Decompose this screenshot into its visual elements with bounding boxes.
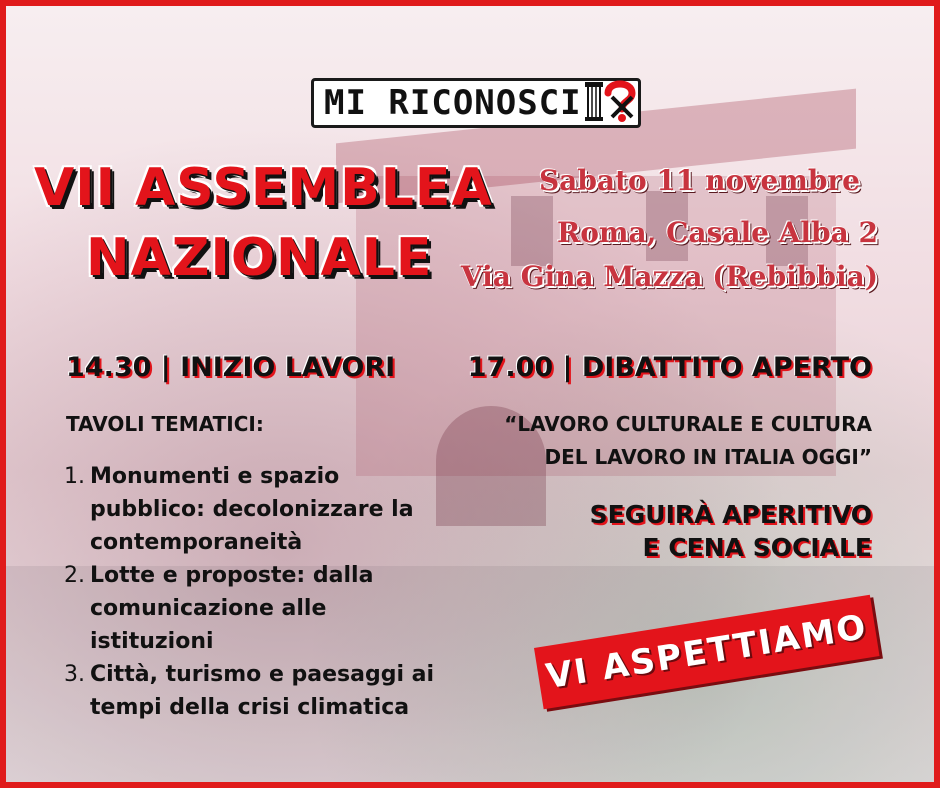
column-question-mark-icon <box>584 79 640 127</box>
list-item <box>64 460 449 559</box>
tavoli-heading: TAVOLI TEMATICI: <box>66 412 264 436</box>
debate-title <box>432 408 872 474</box>
event-date: Sabato 11 novembre <box>538 164 860 197</box>
aperitivo-line-1: SEGUIRÀ APERITIVO <box>589 500 872 529</box>
list-item <box>64 658 449 724</box>
aperitivo-note <box>472 498 872 564</box>
aperitivo-line-2: E CENA SOCIALE <box>642 533 872 562</box>
start-time-heading: 14.30 | INIZIO LAVORI <box>66 352 396 383</box>
topic-text: Monumenti e spazio pubblico: decolonizzare la contemporaneità <box>90 464 414 555</box>
banner-text: VI ASPETTIAMO <box>543 606 871 698</box>
mi-riconosci-logo <box>311 78 641 128</box>
background-window <box>511 196 553 266</box>
title-line-2: NAZIONALE <box>86 228 433 288</box>
topic-text: Lotte e proposte: dalla comunicazione alle istituzioni <box>90 563 374 654</box>
debate-time-heading: 17.00 | DIBATTITO APERTO <box>467 352 872 383</box>
topic-number: 3. <box>64 662 85 687</box>
debate-title-line-1: “LAVORO CULTURALE E CULTURA <box>504 412 872 436</box>
logo-text: MI RICONOSCI <box>324 83 582 123</box>
topic-list <box>64 460 449 724</box>
topic-text: Città, turismo e paesaggi ai tempi della crisi climatica <box>90 662 435 720</box>
topic-number: 2. <box>64 563 85 588</box>
topic-number: 1. <box>64 464 85 489</box>
event-address: Via Gina Mazza (Rebibbia) <box>460 260 878 293</box>
list-item <box>64 559 449 658</box>
event-place: Roma, Casale Alba 2 <box>556 216 878 249</box>
title-line-1: VII ASSEMBLEA <box>34 158 493 218</box>
debate-title-line-2: DEL LAVORO IN ITALIA OGGI” <box>544 445 872 469</box>
